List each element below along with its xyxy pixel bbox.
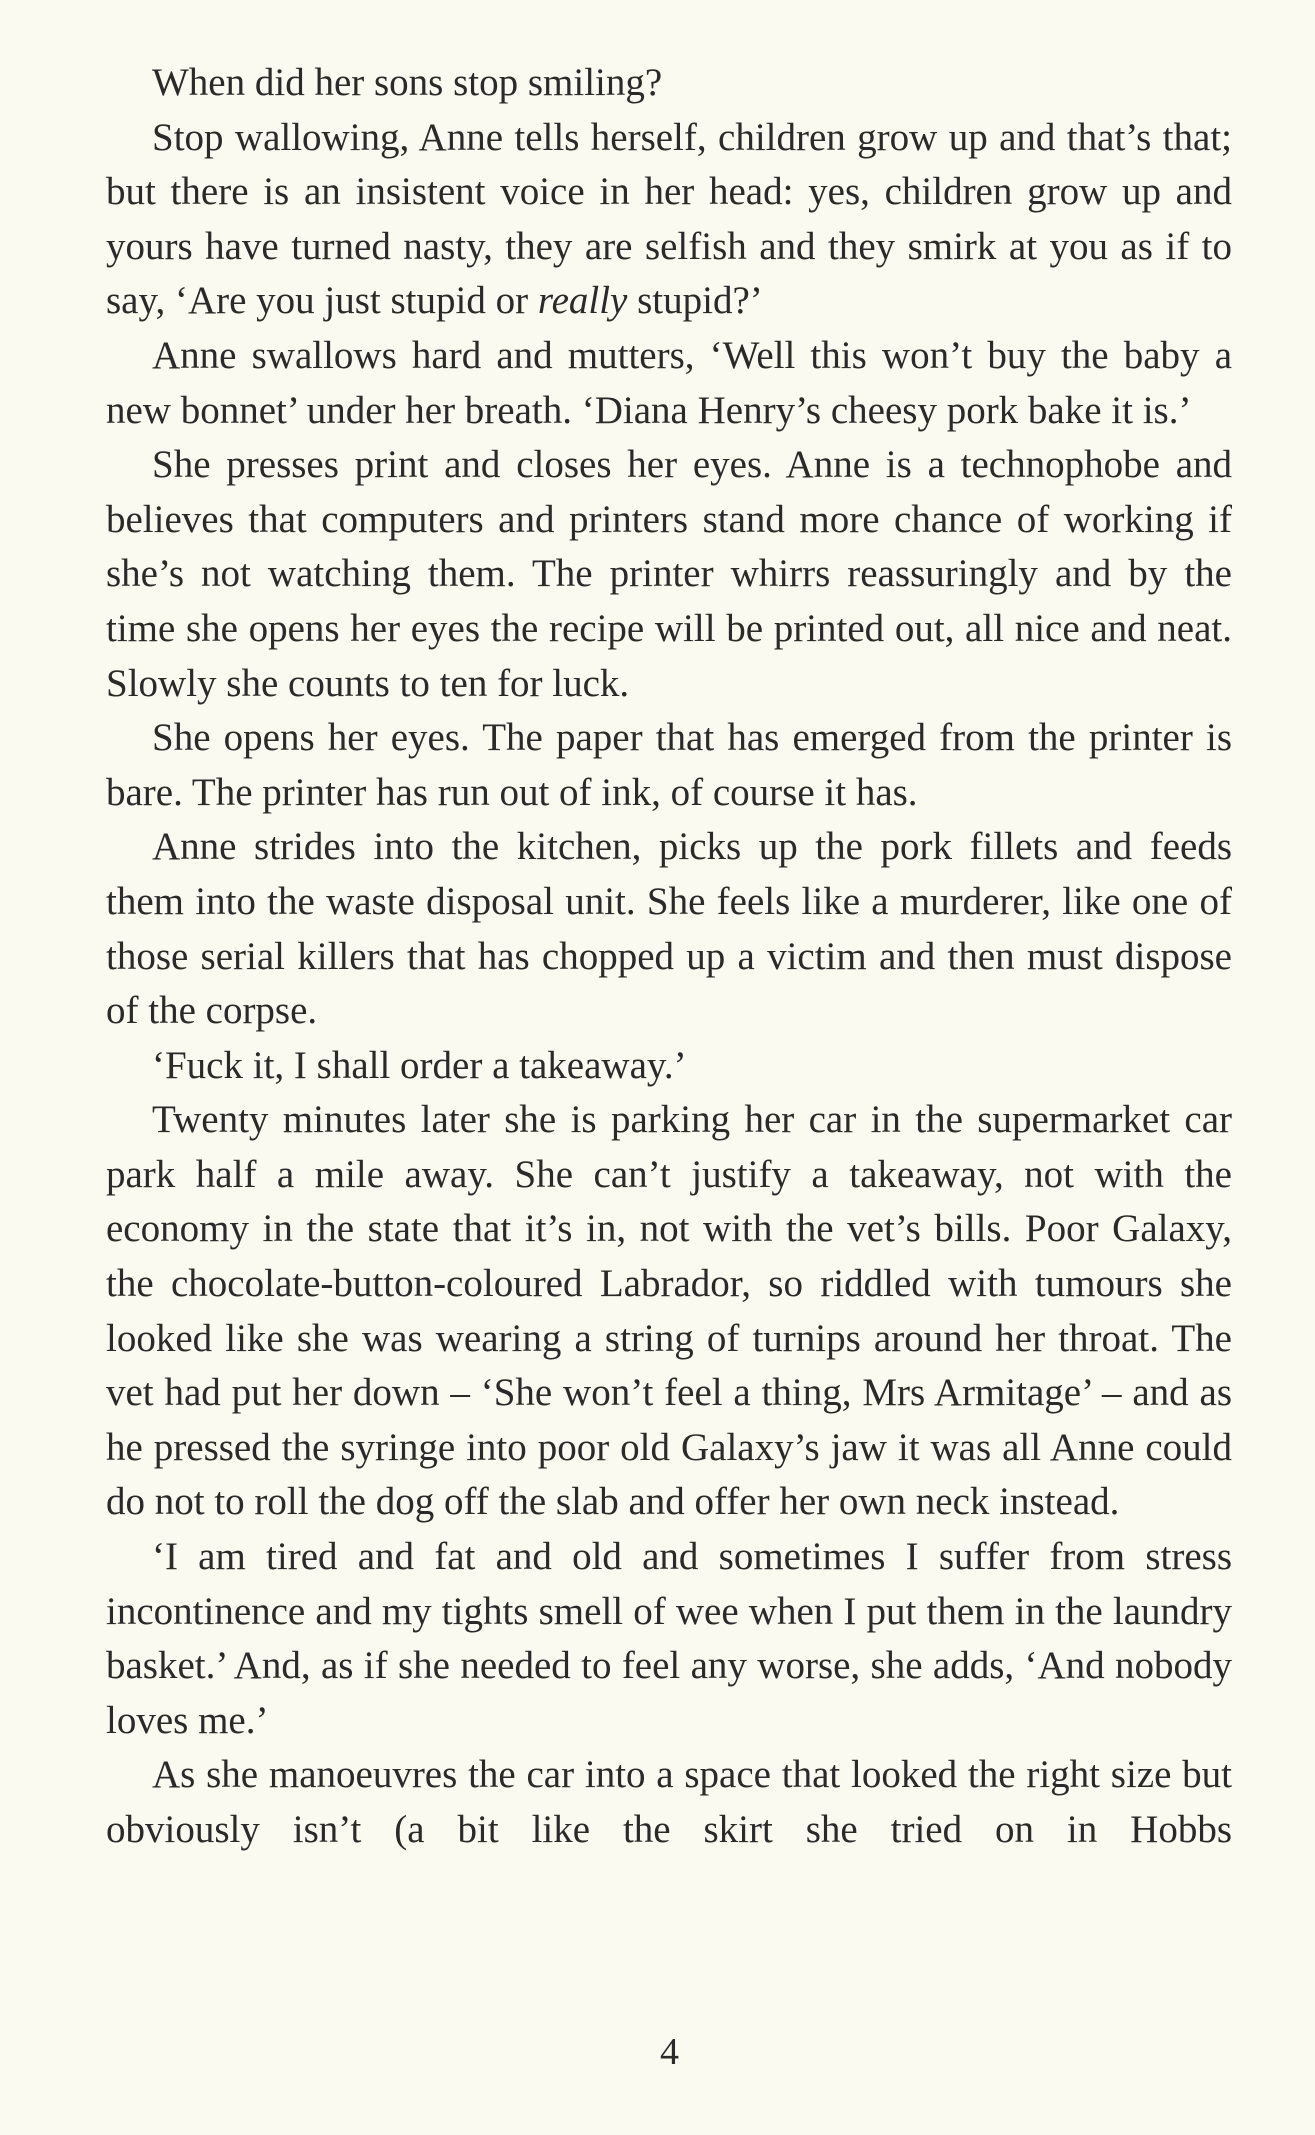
paragraph bbox=[106, 1093, 1232, 1530]
text-run: When did her sons stop smiling? bbox=[152, 61, 663, 104]
text-run: She presses print and closes her eyes. Anne is a technophobe and believes that computers and printers stand more chance of working if she’s not watching them. The printer whirrs reassuringly and by the time she opens her eyes the recipe will be printed out, all nice and neat. Slowly she counts to ten for luck. bbox=[106, 443, 1232, 705]
text-run: Anne strides into the kitchen, picks up the pork fillets and feeds them into the waste disposal unit. She feels like a murderer, like one of those serial killers that has chopped up a victim and then must dispose of the corpse. bbox=[106, 825, 1232, 1033]
text-run: Stop wallowing, Anne tells herself, children grow up and that’s that; but there is an insistent voice in her head: yes, children grow up and yours have turned nasty, they are selfish and they smirk at you as if to say, ‘Are you just stupid or bbox=[106, 115, 1232, 323]
paragraph bbox=[106, 329, 1232, 438]
paragraph bbox=[106, 820, 1232, 1038]
paragraph bbox=[106, 1748, 1232, 1857]
paragraph bbox=[106, 438, 1232, 711]
page-number: 4 bbox=[660, 2031, 679, 2073]
text-run: ‘Fuck it, I shall order a takeaway.’ bbox=[152, 1043, 687, 1087]
body-text bbox=[106, 56, 1232, 1858]
paragraph bbox=[106, 111, 1232, 329]
text-run: Twenty minutes later she is parking her car in the supermarket car park half a mile away. She can’t justify a takeaway, not with the economy in the state that it’s in, not with the vet’s bills. Poor Galaxy, the chocolate-button-coloured Labrador, so riddled with tumours she looked like she was wearing a string of turnips around her throat. The vet had put her down – ‘She won’t feel a thing, Mrs Armitage’ – and as he pressed the syringe into poor old Galaxy’s jaw it was all Anne could do not to roll the dog off the slab and offer her own neck instead. bbox=[106, 1098, 1232, 1524]
emphasized-text: really bbox=[537, 279, 628, 323]
text-run: She opens her eyes. The paper that has emerged from the printer is bare. The printer has run out of ink, of course it has. bbox=[106, 716, 1232, 814]
paragraph bbox=[106, 1039, 1232, 1094]
text-run: stupid?’ bbox=[627, 279, 763, 323]
paragraph bbox=[106, 711, 1232, 820]
paragraph bbox=[106, 1530, 1232, 1748]
text-run: Anne swallows hard and mutters, ‘Well this won’t buy the baby a new bonnet’ under her breath. ‘Diana Henry’s cheesy pork bake it is.’ bbox=[106, 333, 1232, 432]
text-run: ‘I am tired and fat and old and sometimes I suffer from stress incontinence and my tights smell of wee when I put them in the laundry basket.’ And, as if she needed to feel any worse, she adds, ‘And nobody loves me.’ bbox=[106, 1535, 1232, 1742]
paragraph bbox=[106, 56, 1232, 111]
text-run: As she manoeuvres the car into a space that looked the right size but obviously isn’t (a bit like the skirt she tried on in Hobbs bbox=[106, 1753, 1232, 1851]
